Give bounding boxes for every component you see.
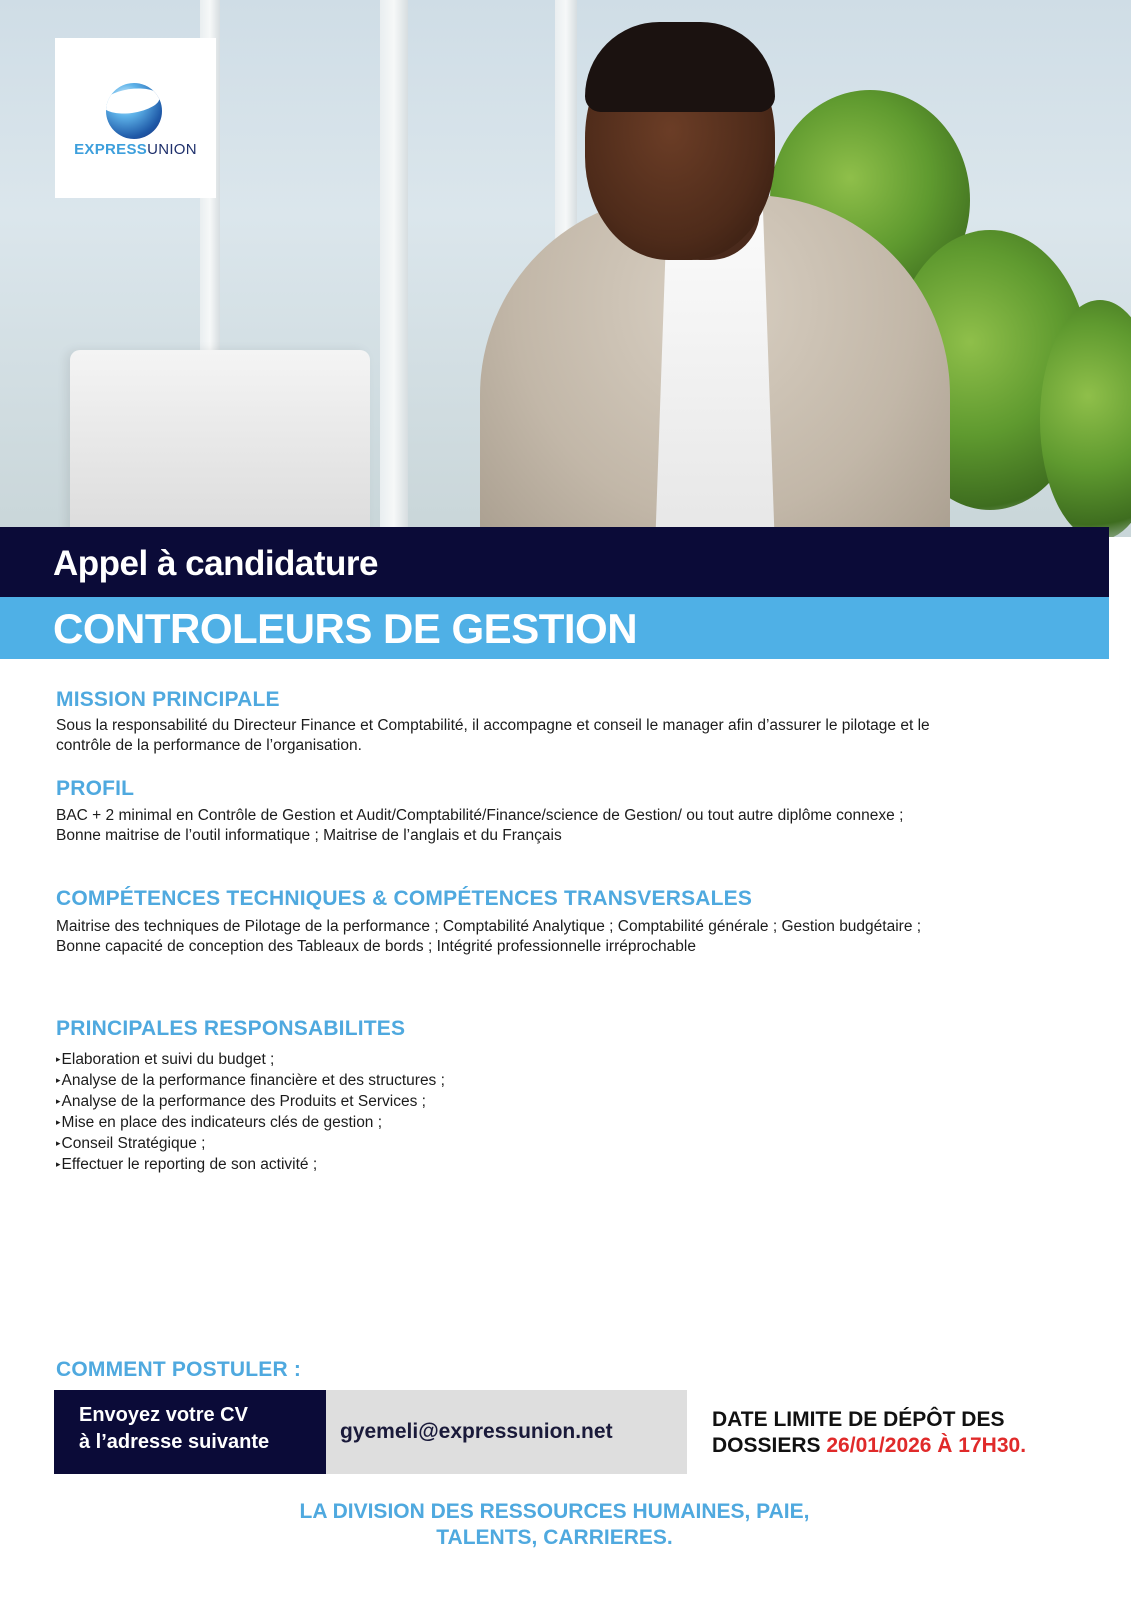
list-item-text: Analyse de la performance des Produits et Services ; xyxy=(61,1093,426,1110)
apply-heading: COMMENT POSTULER : xyxy=(56,1358,302,1381)
mission-body xyxy=(56,716,1086,756)
mission-line: Sous la responsabilité du Directeur Finance et Comptabilité, il accompagne et conseil le manager afin d’assurer le pilotage et le xyxy=(56,717,930,734)
logo-word-union: UNION xyxy=(147,141,197,158)
mission-line: contrôle de la performance de l’organisation. xyxy=(56,737,362,754)
list-item xyxy=(56,1112,1086,1133)
apply-email[interactable]: gyemeli@expressunion.net xyxy=(340,1420,613,1443)
bullet-icon: ▸ xyxy=(56,1159,61,1169)
bullet-icon: ▸ xyxy=(56,1054,61,1064)
competences-heading: COMPÉTENCES TECHNIQUES & COMPÉTENCES TRANSVERSALES xyxy=(56,887,753,910)
bullet-icon: ▸ xyxy=(56,1138,61,1148)
profil-line: Bonne maitrise de l’outil informatique ; Maitrise de l’anglais et du Français xyxy=(56,827,562,844)
logo-globe-icon xyxy=(106,83,162,139)
list-item-text: Elaboration et suivi du budget ; xyxy=(61,1051,275,1068)
apply-instruction-line: Envoyez votre CV xyxy=(79,1404,248,1426)
competences-line: Bonne capacité de conception des Tableaux de bords ; Intégrité professionnelle irréprochable xyxy=(56,938,696,955)
list-item xyxy=(56,1070,1086,1091)
mission-heading: MISSION PRINCIPALE xyxy=(56,688,280,711)
window-frame xyxy=(380,0,408,537)
profil-body xyxy=(56,806,1086,846)
competences-body xyxy=(56,917,1086,957)
list-item-text: Analyse de la performance financière et des structures ; xyxy=(61,1072,445,1089)
deadline-prefix: DOSSIERS xyxy=(712,1434,827,1457)
bullet-icon: ▸ xyxy=(56,1075,61,1085)
list-item xyxy=(56,1049,1086,1070)
page-title: CONTROLEURS DE GESTION xyxy=(53,605,638,652)
footer-line: TALENTS, CARRIERES. xyxy=(436,1526,673,1549)
bullet-icon: ▸ xyxy=(56,1096,61,1106)
subtitle-banner xyxy=(0,527,1109,597)
deadline-notice xyxy=(712,1407,1026,1459)
profil-heading: PROFIL xyxy=(56,777,135,800)
footer-line: LA DIVISION DES RESSOURCES HUMAINES, PAIE, xyxy=(299,1500,810,1523)
profil-line: BAC + 2 minimal en Contrôle de Gestion et Audit/Comptabilité/Finance/science de Gestion/ ou tout autre diplôme connexe ; xyxy=(56,807,904,824)
bullet-icon: ▸ xyxy=(56,1117,61,1127)
laptop xyxy=(70,350,370,537)
deadline-date: 26/01/2026 À 17H30. xyxy=(826,1434,1027,1457)
list-item-text: Effectuer le reporting de son activité ; xyxy=(61,1156,318,1173)
title-banner xyxy=(0,597,1109,659)
deadline-line xyxy=(712,1433,1026,1459)
list-item-text: Conseil Stratégique ; xyxy=(61,1135,206,1152)
list-item-text: Mise en place des indicateurs clés de gestion ; xyxy=(61,1114,383,1131)
list-item xyxy=(56,1091,1086,1112)
responsabilites-list xyxy=(56,1049,1086,1175)
apply-instruction-line: à l’adresse suivante xyxy=(79,1431,270,1453)
responsabilites-heading: PRINCIPALES RESPONSABILITES xyxy=(56,1017,406,1040)
list-item xyxy=(56,1133,1086,1154)
apply-email-box xyxy=(326,1390,687,1474)
apply-instruction-box xyxy=(54,1390,326,1474)
responsabilites-body xyxy=(56,1049,1086,1175)
logo-wordmark xyxy=(55,141,216,158)
deadline-line: DATE LIMITE DE DÉPÔT DES xyxy=(712,1408,1005,1431)
competences-line: Maitrise des techniques de Pilotage de la performance ; Comptabilité Analytique ; Comptabilité générale ; Gestion budgétaire ; xyxy=(56,918,922,935)
page-subtitle: Appel à candidature xyxy=(53,544,379,583)
logo xyxy=(55,38,216,198)
person-hair xyxy=(585,22,775,112)
list-item xyxy=(56,1154,1086,1175)
logo-word-express: EXPRESS xyxy=(74,141,148,158)
